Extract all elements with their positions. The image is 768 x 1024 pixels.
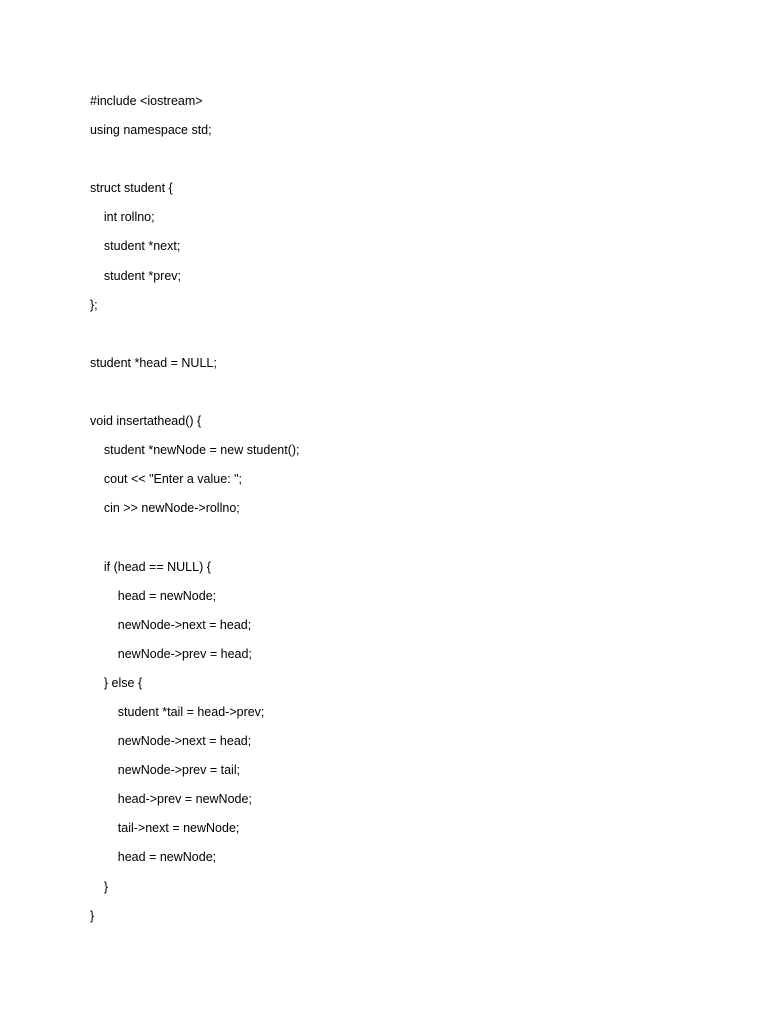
code-line: student *tail = head->prev; bbox=[90, 704, 265, 719]
code-line: } bbox=[90, 879, 109, 894]
code-line: } else { bbox=[90, 675, 143, 690]
code-line: head->prev = newNode; bbox=[90, 792, 252, 807]
code-line: tail->next = newNode; bbox=[90, 821, 240, 836]
code-line: using namespace std; bbox=[90, 123, 212, 138]
code-line: }; bbox=[90, 297, 98, 312]
code-line: #include <iostream> bbox=[90, 94, 203, 108]
code-line: student *prev; bbox=[90, 268, 182, 283]
code-line: head = newNode; bbox=[90, 588, 217, 603]
code-line bbox=[90, 320, 690, 349]
code-line: if (head == NULL) { bbox=[90, 559, 211, 574]
code-line: newNode->next = head; bbox=[90, 734, 252, 749]
code-line bbox=[90, 145, 690, 174]
code-line: void insertathead() { bbox=[90, 414, 202, 429]
code-line: head = newNode; bbox=[90, 850, 217, 865]
code-line: newNode->prev = head; bbox=[90, 646, 252, 661]
code-line: int rollno; bbox=[90, 210, 155, 225]
code-line: cout << "Enter a value: "; bbox=[90, 472, 243, 487]
code-line: cin >> newNode->rollno; bbox=[90, 501, 240, 516]
code-line: newNode->next = head; bbox=[90, 617, 252, 632]
code-line: newNode->prev = tail; bbox=[90, 763, 241, 778]
code-line: } bbox=[90, 908, 95, 923]
code-line: student *next; bbox=[90, 239, 181, 254]
code-line bbox=[90, 378, 690, 407]
code-line: student *head = NULL; bbox=[90, 355, 217, 370]
code-line: student *newNode = new student(); bbox=[90, 443, 300, 458]
code-line: struct student { bbox=[90, 181, 173, 196]
code-listing bbox=[90, 87, 690, 931]
code-line bbox=[90, 523, 690, 552]
